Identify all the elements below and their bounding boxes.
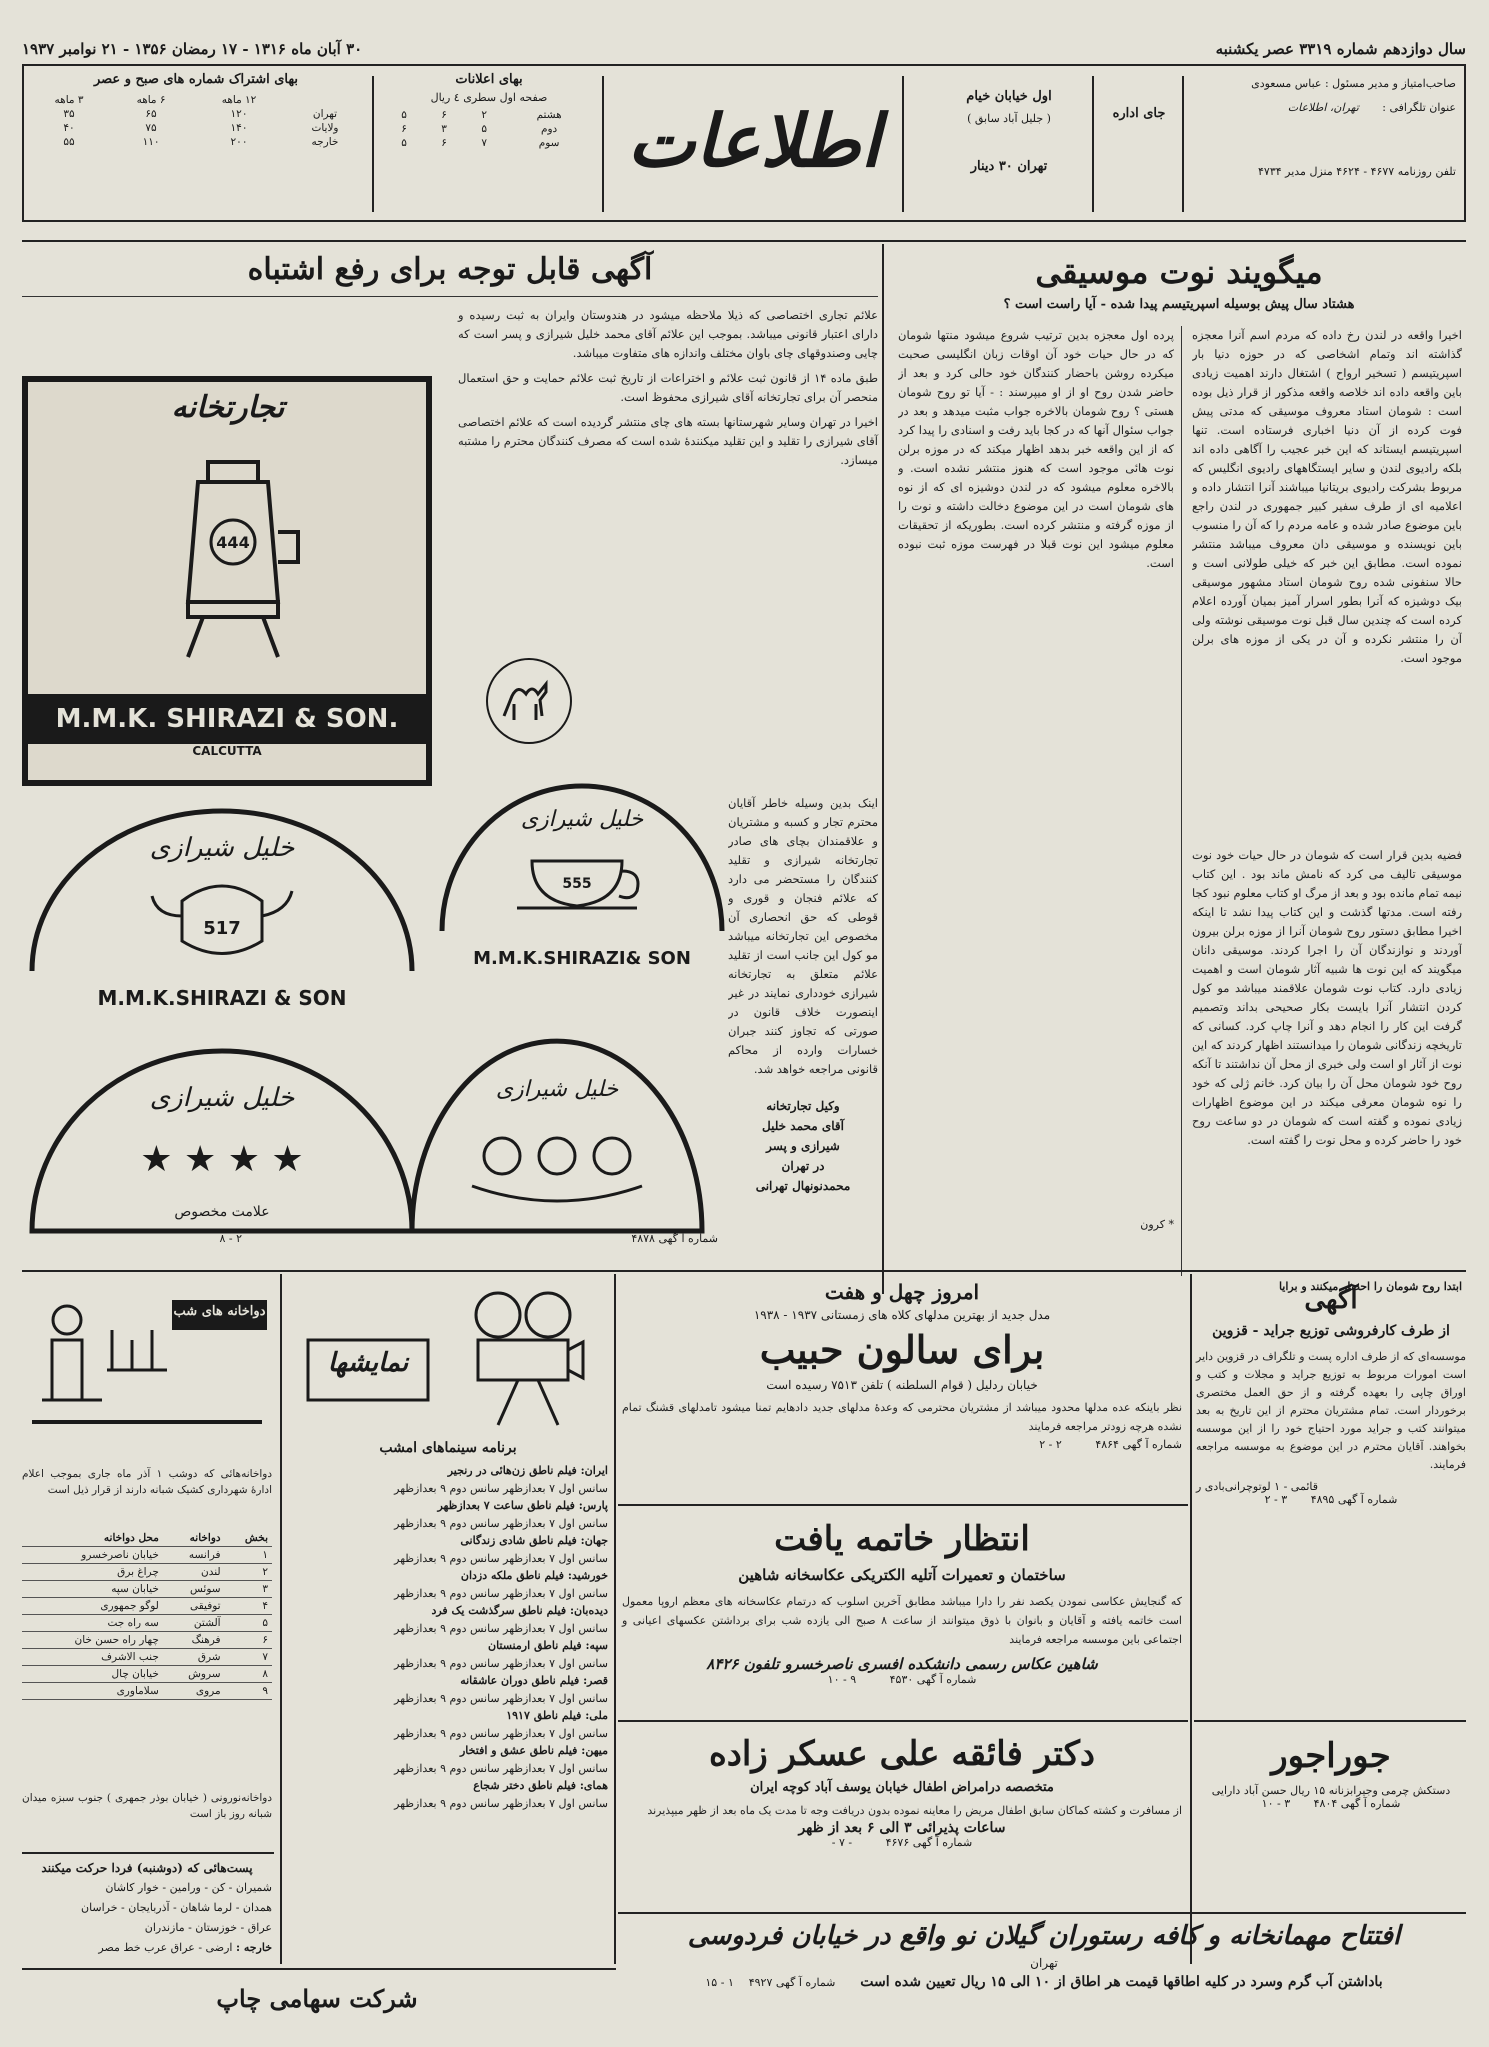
masthead	[22, 64, 1466, 222]
mail-section	[22, 1858, 272, 1958]
cinema-logo: نمایشها	[327, 1348, 409, 1378]
distribution-ad	[1196, 1280, 1466, 1710]
cinema-line: خورشید: فیلم ناطق ملکه دزدان	[460, 1569, 608, 1582]
music-col2: پرده اول معجزه بدین ترتیب شروع میشود منتها شومان که در حال حیات خود آن اوقات زبان انگلیسی صحبت میکرده روشن باحضار کنندگان خود حالی کرد و بعد از حاضر شدن روح او از او میپرسند : - آیا تو روح شومان هستی ؟ روح شومان بالاخره جواب مثبت میدهد و بعد در جواب سئوال آنها که در کجا باید رفت و اسنادی را پیدا کرد که از این واقعه خبر بدهد اظهار میکند که در موزه برلن نوت هائی موجود است که هنوز منتشر نشده است. و بالاخره معلوم میشود که در لندن دوشیزه ای که از نوه های شومان است در این موضوع دخالت داشته و نوت را از موزه گرفته و منتشر کرده است. بطوریکه از تحقیقات معلوم میشود این نوت قبلا در فهرست موزه ثبت نبوده است.	[898, 328, 1174, 570]
date-line: ۳۰ آبان ماه ۱۳۱۶ - ۱۷ رمضان ۱۳۵۶ - ۲۱ نوامبر ۱۹۳۷	[22, 40, 363, 58]
distribution-ad-code: ۳ - ۲	[1264, 1493, 1288, 1506]
mail-line: همدان - لرما شاهان - آذربایجان - خراسان	[80, 1901, 272, 1914]
pharmacy-logo-box	[22, 1280, 272, 1460]
flower-emblem	[402, 1026, 712, 1236]
shahin-ad-code: ۹ - ۱۰	[827, 1673, 857, 1686]
address-line2: ( جلیل آباد سابق )	[967, 112, 1051, 125]
cinema-line: دیده‌بان: فیلم ناطق سرگذشت یک فرد	[431, 1604, 608, 1617]
office-label: جای اداره	[1112, 106, 1166, 121]
address-line1: اول خیابان خیام	[966, 89, 1052, 104]
cinema-line: سپه: فیلم ناطق ارمنستان	[487, 1639, 608, 1652]
teacup-emblem	[432, 776, 732, 976]
music-subhead: هشتاد سال پیش بوسیله اسپریتیسم پیدا شده - آیا راست است ؟	[1003, 297, 1355, 312]
pharmacy-logo: دواخانه های شب	[173, 1304, 266, 1319]
agent-title: وکیل تجارتخانه	[766, 1099, 840, 1113]
flower-arch	[402, 1026, 712, 1236]
distribution-signature: قائمی - ۱ لوتوچرانی‌بادی ر	[1196, 1480, 1319, 1493]
habib-body: نظر باینکه عده مدلها محدود میباشد از مشتریان محترمی که وعدهٔ مدلهای جدید دادهایم تمنا میشود تامدلهای قشنگ تمام نشده هرچه زودتر مراجعه فرمایند	[622, 1401, 1182, 1433]
cinema-line: قصر: فیلم ناطق دوران عاشقانه	[460, 1674, 608, 1687]
agent-block	[728, 1096, 878, 1196]
pharmacy-table	[22, 1530, 272, 1700]
table-row: لوگو جمهوری توفیقی ۴	[22, 1598, 272, 1615]
cinema-line: سانس اول ۷ بعدازظهر سانس دوم ۹ بعدازظهر	[394, 1481, 608, 1495]
shahin-ad-line	[622, 1673, 1182, 1686]
cinema-line: پارس: فیلم ناطق ساعت ۷ بعدازظهر	[437, 1499, 608, 1512]
cinema-line: ملی: فیلم ناطق ۱۹۱۷	[506, 1709, 608, 1722]
flower-script: خلیل شیرازی	[495, 1077, 619, 1102]
habib-ad-code: ۲ - ۲	[1039, 1438, 1062, 1451]
samovar-title: تجارتخانه	[171, 390, 285, 425]
music-headline: میگویند نوت موسیقی	[1035, 253, 1323, 291]
doctor-hours: ساعات پذیرائی ۳ الی ۶ بعد از ظهر	[798, 1820, 1006, 1836]
stars-arch	[22, 1036, 422, 1236]
doctor-ad-line	[622, 1836, 1182, 1849]
stars-icon: ★ ★ ★ ★	[140, 1139, 304, 1180]
samovar-brand: M.M.K. SHIRAZI & SON.	[28, 694, 426, 744]
newspaper-logo: اطلاعات	[627, 98, 881, 183]
agent-line3: در تهران	[781, 1159, 825, 1173]
mail-foreign-value: ارضی - عراق عرب خط مصر	[98, 1941, 233, 1954]
agent-name: محمدنونهال تهرانی	[755, 1179, 851, 1193]
shirazi-ad-number: شماره آ گهی ۴۸۷۸	[631, 1232, 718, 1245]
samovar-icon	[148, 442, 318, 672]
shirazi-para3: اخیرا در تهران وسایر شهرستانها بسته های چای منتشر گردیده است که علائم اختصاصی آقای شیرازی را تقلید و این تقلید میکنندهٔ شده است که مصرف کنندگان محترم را مشتبه میسازد.	[458, 415, 878, 467]
pharmacy-note: دواخانه‌نورونی ( خیابان بوذر جمهری ) جنوب سبزه میدان شبانه روز باز است	[22, 1792, 272, 1820]
cinema-title: برنامه سینماهای امشب	[379, 1440, 517, 1456]
table-row: تهران ۱۲۰ ۶۵ ۳۵	[63, 108, 338, 120]
cinema-section	[288, 1280, 608, 1960]
mail-line: عراق - خوزستان - مازندران	[144, 1921, 272, 1934]
volume-line: سال دوازدهم شماره ۳۳۱۹ عصر یکشنبه	[1215, 40, 1466, 58]
table-row: خیابان ناصرخسرو فرانسه ۱	[22, 1547, 272, 1564]
table-row: خیابان چال سروش ۸	[22, 1666, 272, 1683]
habib-footer	[622, 1438, 1182, 1451]
cinema-line: سانس اول ۷ بعدازظهر سانس دوم ۹ بعدازظهر	[394, 1621, 608, 1635]
table-row: چراغ برق لندن ۲	[22, 1564, 272, 1581]
teapot-label: M.M.K.SHIRAZI & SON	[97, 986, 347, 1010]
cinema-line: سانس اول ۷ بعدازظهر سانس دوم ۹ بعدازظهر	[394, 1516, 608, 1530]
telegraph-line	[1196, 96, 1456, 120]
teacup-label: M.M.K.SHIRAZI& SON	[473, 948, 691, 969]
cinema-line: همای: فیلم ناطق دختر شجاع	[473, 1779, 608, 1792]
pharmacy-intro: دواخانه‌هائی که دوشب ۱ آذر ماه جاری بموجب اعلام ادارهٔ شهرداری کشیک شبانه دارند از قرار ذیل است	[22, 1468, 273, 1496]
cinema-line: سانس اول ۷ بعدازظهر سانس دوم ۹ بعدازظهر	[394, 1551, 608, 1565]
cinema-listing	[288, 1462, 608, 1812]
jorab-headline: جوراجور	[1271, 1736, 1391, 1776]
printer-credit: شرکت سهامی چاپ	[216, 1984, 418, 2013]
doctor-ad	[622, 1728, 1182, 1908]
phones-line: تلفن روزنامه ۴۶۷۷ - ۴۶۲۴ منزل مدیر ۴۷۳۴	[1258, 165, 1456, 178]
single-price: تهران ۳۰ دینار	[970, 159, 1048, 174]
teapot-arch	[22, 806, 422, 976]
shirazi-ad	[22, 246, 878, 1266]
pharmacy-section	[22, 1280, 272, 1840]
cinema-line: جهان: فیلم ناطق شادی زندگانی	[460, 1534, 608, 1547]
shahin-headline: انتظار خاتمه یافت	[774, 1519, 1030, 1559]
mail-title: پست‌هائی که (دوشنبه) فردا حرکت میکنند	[41, 1861, 253, 1875]
shahin-subhead: ساختمان و تعمیرات آتلیه الکتریکی عکاسخانه شاهین	[738, 1566, 1066, 1584]
habib-ad-number: شماره آ گهی ۴۸۶۴	[1095, 1438, 1182, 1451]
ads-price-title: بهای اعلانات	[455, 72, 523, 87]
doctor-headline: دکتر فائقه علی عسکر زاده	[708, 1734, 1096, 1774]
teacup-script: خلیل شیرازی	[520, 807, 644, 832]
table-row: سه راه جت آلشتن ۵	[22, 1615, 272, 1632]
music-article	[892, 250, 1466, 1293]
shahin-footer: شاهین عکاس رسمی دانشکده افسری ناصرخسرو تلفون ۸۴۲۶	[706, 1655, 1098, 1673]
samovar-city: CALCUTTA	[192, 744, 262, 758]
address-block	[934, 86, 1084, 178]
gilan-headline: افتتاح مهمانخانه و کافه رستوران گیلان نو واقع در خیابان فردوسی	[687, 1921, 1401, 1951]
table-row: خیابان سپه سوئس ۳	[22, 1581, 272, 1598]
shirazi-headline: آگهی قابل توجه برای رفع اشتباه	[247, 252, 653, 287]
table-row: محل دواخانه دواخانه بخش	[22, 1530, 272, 1547]
doctor-subhead: متخصصه درامراض اطفال خیابان یوسف آباد کوچه ایران	[750, 1780, 1054, 1795]
gilan-ad-code: ۱ - ۱۵	[705, 1976, 734, 1989]
gilan-ad	[622, 1916, 1466, 2026]
masthead-owner-block	[1196, 72, 1456, 184]
distribution-subtitle: از طرف کارفروشی توزیع جراید - قزوین	[1212, 1323, 1450, 1339]
doctor-ad-code: - ۷ -	[831, 1836, 853, 1849]
samovar-emblem	[22, 376, 432, 786]
shirazi-body	[458, 306, 878, 476]
jorab-ad-code: ۳ - ۱۰	[1261, 1797, 1291, 1810]
habib-headline: برای سالون حبیب	[759, 1327, 1045, 1372]
gilan-ad-number: شماره آ گهی ۴۹۲۷	[748, 1976, 836, 1989]
owner-line: صاحب‌امتیاز و مدیر مسئول : عباس مسعودی	[1251, 77, 1456, 90]
music-end-line: ابتدا روح شومان را احضار میکنند و برایا	[1278, 1280, 1462, 1293]
teapot-script: خلیل شیرازی	[149, 833, 295, 863]
teapot-emblem	[22, 806, 422, 1010]
camel-icon	[484, 656, 574, 746]
samovar-number: 444	[216, 533, 250, 552]
table-row: جنب الاشرف شرق ۷	[22, 1649, 272, 1666]
cinema-line: سانس اول ۷ بعدازظهر سانس دوم ۹ بعدازظهر	[394, 1761, 608, 1775]
shahin-ad	[622, 1512, 1182, 1712]
jorab-ad-line	[1196, 1797, 1466, 1810]
music-col3: فضیه بدین قرار است که شومان در حال حیات خود نوت موسیقی تالیف می کرد که نامش ماند بود . این کتاب نیمه تمام مانده بود و بعد از مرگ او کتاب معلوم نبود کجا رفته است. مدتها گذشت و این کتاب پیدا نشد تا اینکه اخیرا مطابق دستور روح شومان آنرا از موزه برلن بیرون آوردند و نوازندگان آن را اجرا کردند. موسیقی دانان میگویند که این نوت ها شبیه آثار شومان است و اهمیت زیادی دارد. کتاب نوت شومان علاقمند میباشد مو کول کردن انتشار آنرا بایست بکار صحیحی بداند وتصمیم گرفت این کار را انجام دهد و آنرا چاپ کرد. کسانی که تاریخچه زندگانی شومان را میدانستند اظهار کردند که این نوت از آثار او است ولی خبری از محل آن نداشتند تا آنکه روح خود شومان محل آن را بیان کرد. خانم ژلی که خود را نوه شومان معرفی میکند در این موضوع اظهارات زیادی نموده و گفته است که شومان در دو ساعت روح خود را حاضر کرده و محل نوت را گفته است.	[1192, 848, 1462, 1147]
agent-line1: آقای محمد خلیل	[762, 1119, 844, 1133]
mail-foreign-label: خارجه :	[235, 1941, 272, 1954]
cinema-line: سانس اول ۷ بعدازظهر سانس دوم ۹ بعدازظهر	[394, 1656, 608, 1670]
shirazi-para1: علائم تجاری اختصاصی که ذیلا ملاحظه میشود در هندوستان وایران به ثبت رسیده و دارای اعتبار قانونی میباشد. بموجب این علائم آقای محمد خلیل شیرازی و پسر است که چایی وصندوقهای چای باوان مختلف واندازه های متفاوت میباشد.	[458, 308, 878, 360]
teapot-number: 517	[203, 918, 241, 939]
table-row: ولایات ۱۴۰ ۷۵ ۴۰	[63, 122, 339, 134]
table-row: دوم ۵ ۳ ۶	[401, 123, 558, 135]
habib-address: خیابان ردلیل ( قوام السلطنه ) تلفن ۷۵۱۳ رسیده است	[766, 1378, 1038, 1392]
telegraph-value: تهران، اطلاعات	[1287, 101, 1359, 114]
distribution-title: آگهی	[1304, 1285, 1358, 1315]
table-row: سوم ۷ ۶ ۵	[401, 137, 560, 149]
cinema-line: ایران: فیلم ناطق زن‌هائی در رنجیر	[447, 1464, 608, 1477]
habib-line2: مدل جدید از بهترین مدلهای کلاه های زمستانی ۱۹۳۷ - ۱۹۳۸	[753, 1308, 1051, 1322]
habib-ad	[622, 1280, 1182, 1500]
shirazi-para2: طبق ماده ۱۴ از قانون ثبت علائم و اختراعات از تاریخ ثبت علائم حمایت و حق استعمال منحصر آن برای تجارتخانه آقای شیرازی محفوظ است.	[458, 371, 878, 404]
table-row: چهار راه حسن خان فرهنگ ۶	[22, 1632, 272, 1649]
ads-price-header: صفحه اول سطری ٤ ریال	[430, 91, 548, 104]
mail-foreign	[22, 1938, 272, 1958]
cinema-line: سانس اول ۷ بعدازظهر سانس دوم ۹ بعدازظهر	[394, 1726, 608, 1740]
cinema-line: سانس اول ۷ بعدازظهر سانس دوم ۹ بعدازظهر	[394, 1586, 608, 1600]
teacup-number: 555	[562, 876, 592, 892]
telegraph-label: عنوان تلگرافی :	[1382, 101, 1456, 114]
gilan-footer	[622, 1974, 1466, 1990]
subscription-title: بهای اشتراک شماره های صبح و عصر	[93, 72, 299, 87]
jorab-body: دستکش چرمی وجیرابزنانه ۱۵ ریال حسن آباد دارایی	[1211, 1784, 1451, 1797]
ads-price-block	[384, 72, 594, 150]
table-row: ۱۲ ماهه ۶ ماهه ۳ ماهه	[54, 94, 257, 106]
subscription-table	[28, 93, 364, 149]
table-row: هشتم ۲ ۶ ۵	[401, 109, 562, 121]
stars-mark: علامت مخصوص	[174, 1204, 270, 1220]
subscription-block	[28, 72, 364, 149]
doctor-ad-number: شماره آ گهی ۴۶۷۶	[885, 1836, 973, 1849]
gilan-body: باداشتن آب گرم وسرد در کلیه اطاقها قیمت هر اطاق از ۱۰ الی ۱۵ ریال تعیین شده است	[860, 1974, 1383, 1990]
cinema-line: سانس اول ۷ بعدازظهر سانس دوم ۹ بعدازظهر	[394, 1796, 608, 1810]
distribution-body: موسسه‌ای که از طرف اداره پست و تلگراف در قزوین دایر است امورات مربوط به توزیع جراید و مجلات و کتب و اوراق چاپی را بعهده گرفته و از حق العمل مختصری برخوردار است. تمام مشتریان محترم از این تاریخ به بعد میتوانند کتب و جراید مورد احتیاج خود را از این موسسه بخواهند. آقایان محترم در این موضوع به موسسه مراجعه فرمایند.	[1196, 1350, 1466, 1471]
agent-line2: شیرازی و پسر	[766, 1139, 840, 1153]
shahin-ad-number: شماره آ گهی ۴۵۳۰	[889, 1673, 977, 1686]
shirazi-ad-code: ۲ - ۸	[219, 1232, 242, 1245]
cinema-line: میهن: فیلم ناطق عشق و افتخار	[459, 1744, 608, 1757]
crown-note: * کرون	[1140, 1218, 1174, 1231]
doctor-body: از مسافرت و کشته کماکان سابق اطفال مریض را معاینه نموده بدون دریافت وجه تا مدت یک ماه بعد از ظهر میپذیرند	[647, 1804, 1182, 1817]
cinema-line: سانس اول ۷ بعدازظهر سانس دوم ۹ بعدازظهر	[394, 1691, 608, 1705]
jorab-ad	[1196, 1728, 1466, 1858]
shahin-body: که گنجایش عکاسی نمودن یکصد نفر را دارا میباشد مطابق آخرین اسلوب که درتمام عکاسخانه های معظم اروپا معمول است خاتمه یافته و آقایان و بانوان با ذوق میتوانند از ساعت ۸ صبح الی یازده شب برای برداشتن عکسهای اعیانی و اجتماعی باین موسسه مراجعه فرمایند	[622, 1595, 1182, 1646]
table-row: سلاماوری مروی ۹	[22, 1683, 272, 1700]
ads-price-table	[384, 108, 594, 150]
music-col1: اخیرا واقعه در لندن رخ داده که مردم اسم آنرا معجزه گذاشته اند وتمام اشخاصی که در حوزه دنیا بار اسپریتیسم ( تسخیر ارواح ) اشتغال دارند اهمیت زیادی باین واقعه داده اند خلاصه واقعه مذکور از قرار ذیل بوده است : شومان استاد معروف موسیقی که مدتی پیش فوت کرده از آن دنیا اخباری فرستاده است. تنها اسپریتیسم ایستاند که این خبر عجیب را آگاهی داده اند بلکه رادیوی لندن و سایر ایستگاههای رادیوی انگلیس که مربوط بشرکت رادیوی بریتانیا میباشند آنرا انتشار داده و اعلامیه ای از طرف سفیر کبیر جمهوری در لندن راجع باین موضوع صادر شده و عامه مردم را که آن را منسوب باین نویسنده و موسیقی دان معروف میباشد منتشر نموده است. مطابق این خبر که خیلی طولانی است و حالا سنفونی شده روح شومان استاد مشهور موسیقی بیک دوشیزه که آنرا بطور اسرار آمیز بمیان آورده اعلام کرده است که چندین سال قبل نوت موسیقی نوشته ولی آن را منتشر نکرده و آن در یکی از موزه های برلن موجود است.	[1192, 328, 1462, 665]
shirazi-para4: اینک بدین وسیله خاطر آقایان محترم تجار و کسبه و مشتریان و علاقمندان بچای های صادر تجارتخانه شیرازی و تقلید کنندگان را مستحضر می دارد که علائم فنجان و قوری و قوطی که حق انحصاری آن مخصوص این تجارتخانه میباشد مو کول این جانب است از تقلید علائم متعلق به تجارتخانه شیرازی خودداری نمایند در غیر اینصورت خلاف قانون در صورتی که تجاوز کنند جبران خسارات وارده از محاکم قانونی مراجعه خواهد شد.	[728, 796, 878, 1076]
gilan-city: تهران	[1030, 1956, 1058, 1970]
teacup-arch	[432, 776, 732, 936]
stars-emblem	[22, 1036, 422, 1236]
distribution-ad-number: شماره آ گهی ۴۸۹۵	[1310, 1493, 1398, 1506]
table-row: خارجه ۲۰۰ ۱۱۰ ۵۵	[63, 136, 339, 148]
distribution-ad-line	[1196, 1493, 1466, 1506]
mail-line: شمیران - کن - ورامین - خوار کاشان	[105, 1881, 272, 1894]
stars-script: خلیل شیرازی	[149, 1083, 295, 1113]
jorab-ad-number: شماره آ گهی ۴۸۰۴	[1313, 1797, 1401, 1810]
habib-line1: امروز چهل و هفت	[824, 1280, 980, 1304]
